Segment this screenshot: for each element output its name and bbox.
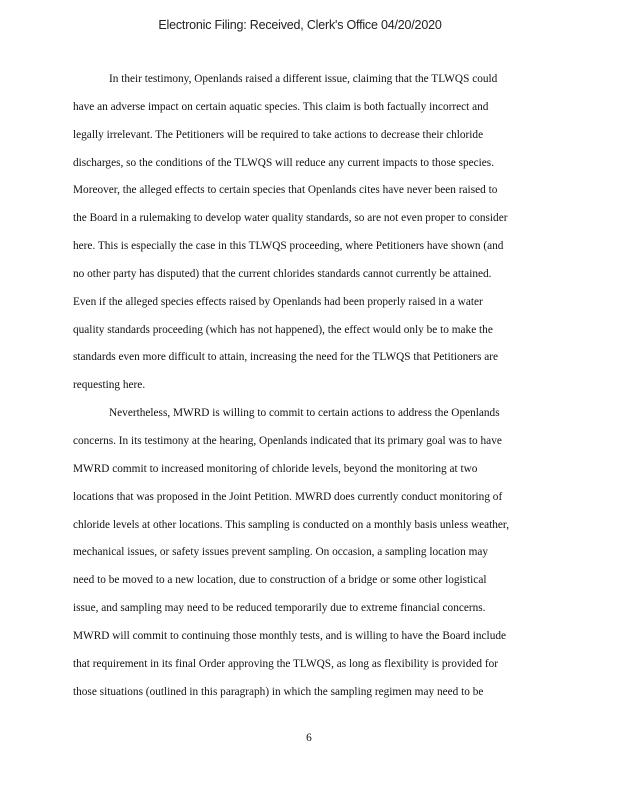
text-line: In their testimony, Openlands raised a different issue, claiming that the TLWQS could [109,73,498,85]
text-line: discharges, so the conditions of the TLWQS will reduce any current impacts to those species. [73,156,495,169]
text-line: mechanical issues, or safety issues prevent sampling. On occasion, a sampling location may [73,546,489,559]
text-line: issue, and sampling may need to be reduced temporarily due to extreme financial concerns. [73,602,486,615]
text-line: that requirement in its final Order approving the TLWQS, as long as flexibility is provided for [73,657,499,670]
text-line: concerns. In its testimony at the hearing, Openlands indicated that its primary goal was to have [73,434,502,447]
text-line: no other party has disputed) that the current chlorides standards cannot currently be attained. [73,267,492,280]
text-line: here. This is especially the case in this TLWQS proceeding, where Petitioners have shown (and [73,240,504,253]
filing-stamp [0,18,618,32]
text-line: Even if the alleged species effects raised by Openlands had been properly raised in a water [73,295,483,308]
text-line: chloride levels at other locations. This sampling is conducted on a monthly basis unless weather, [73,518,510,531]
document-body [73,66,543,706]
text-line: those situations (outlined in this paragraph) in which the sampling regimen may need to be [73,685,484,698]
text-line: standards even more difficult to attain, increasing the need for the TLWQS that Petitioners are [73,351,499,364]
text-line: Nevertheless, MWRD is willing to commit to certain actions to address the Openlands [109,407,500,420]
text-line: need to be moved to a new location, due to construction of a bridge or some other logistical [73,574,487,587]
filing-stamp-text: Electronic Filing: Received, Clerk's Office 04/20/2020 [158,18,442,32]
text-line: have an adverse impact on certain aquatic species. This claim is both factually incorrect and [73,100,489,113]
paragraph-openlands-testimony [73,66,543,400]
text-line: locations that was proposed in the Joint Petition. MWRD does currently conduct monitoring of [73,490,503,503]
paragraph-mwrd-commitment [73,400,543,706]
text-line: legally irrelevant. The Petitioners will be required to take actions to decrease their chloride [73,128,484,141]
text-line: Moreover, the alleged effects to certain species that Openlands cites have never been raised to [73,184,498,197]
text-line: the Board in a rulemaking to develop water quality standards, so are not even proper to consider [73,212,508,225]
text-line: requesting here. [73,379,146,392]
text-line: quality standards proceeding (which has not happened), the effect would only be to make the [73,323,493,336]
text-line: MWRD will commit to continuing those monthly tests, and is willing to have the Board include [73,629,506,642]
text-line: MWRD commit to increased monitoring of chloride levels, beyond the monitoring at two [73,462,478,475]
page-number: 6 [306,732,312,744]
